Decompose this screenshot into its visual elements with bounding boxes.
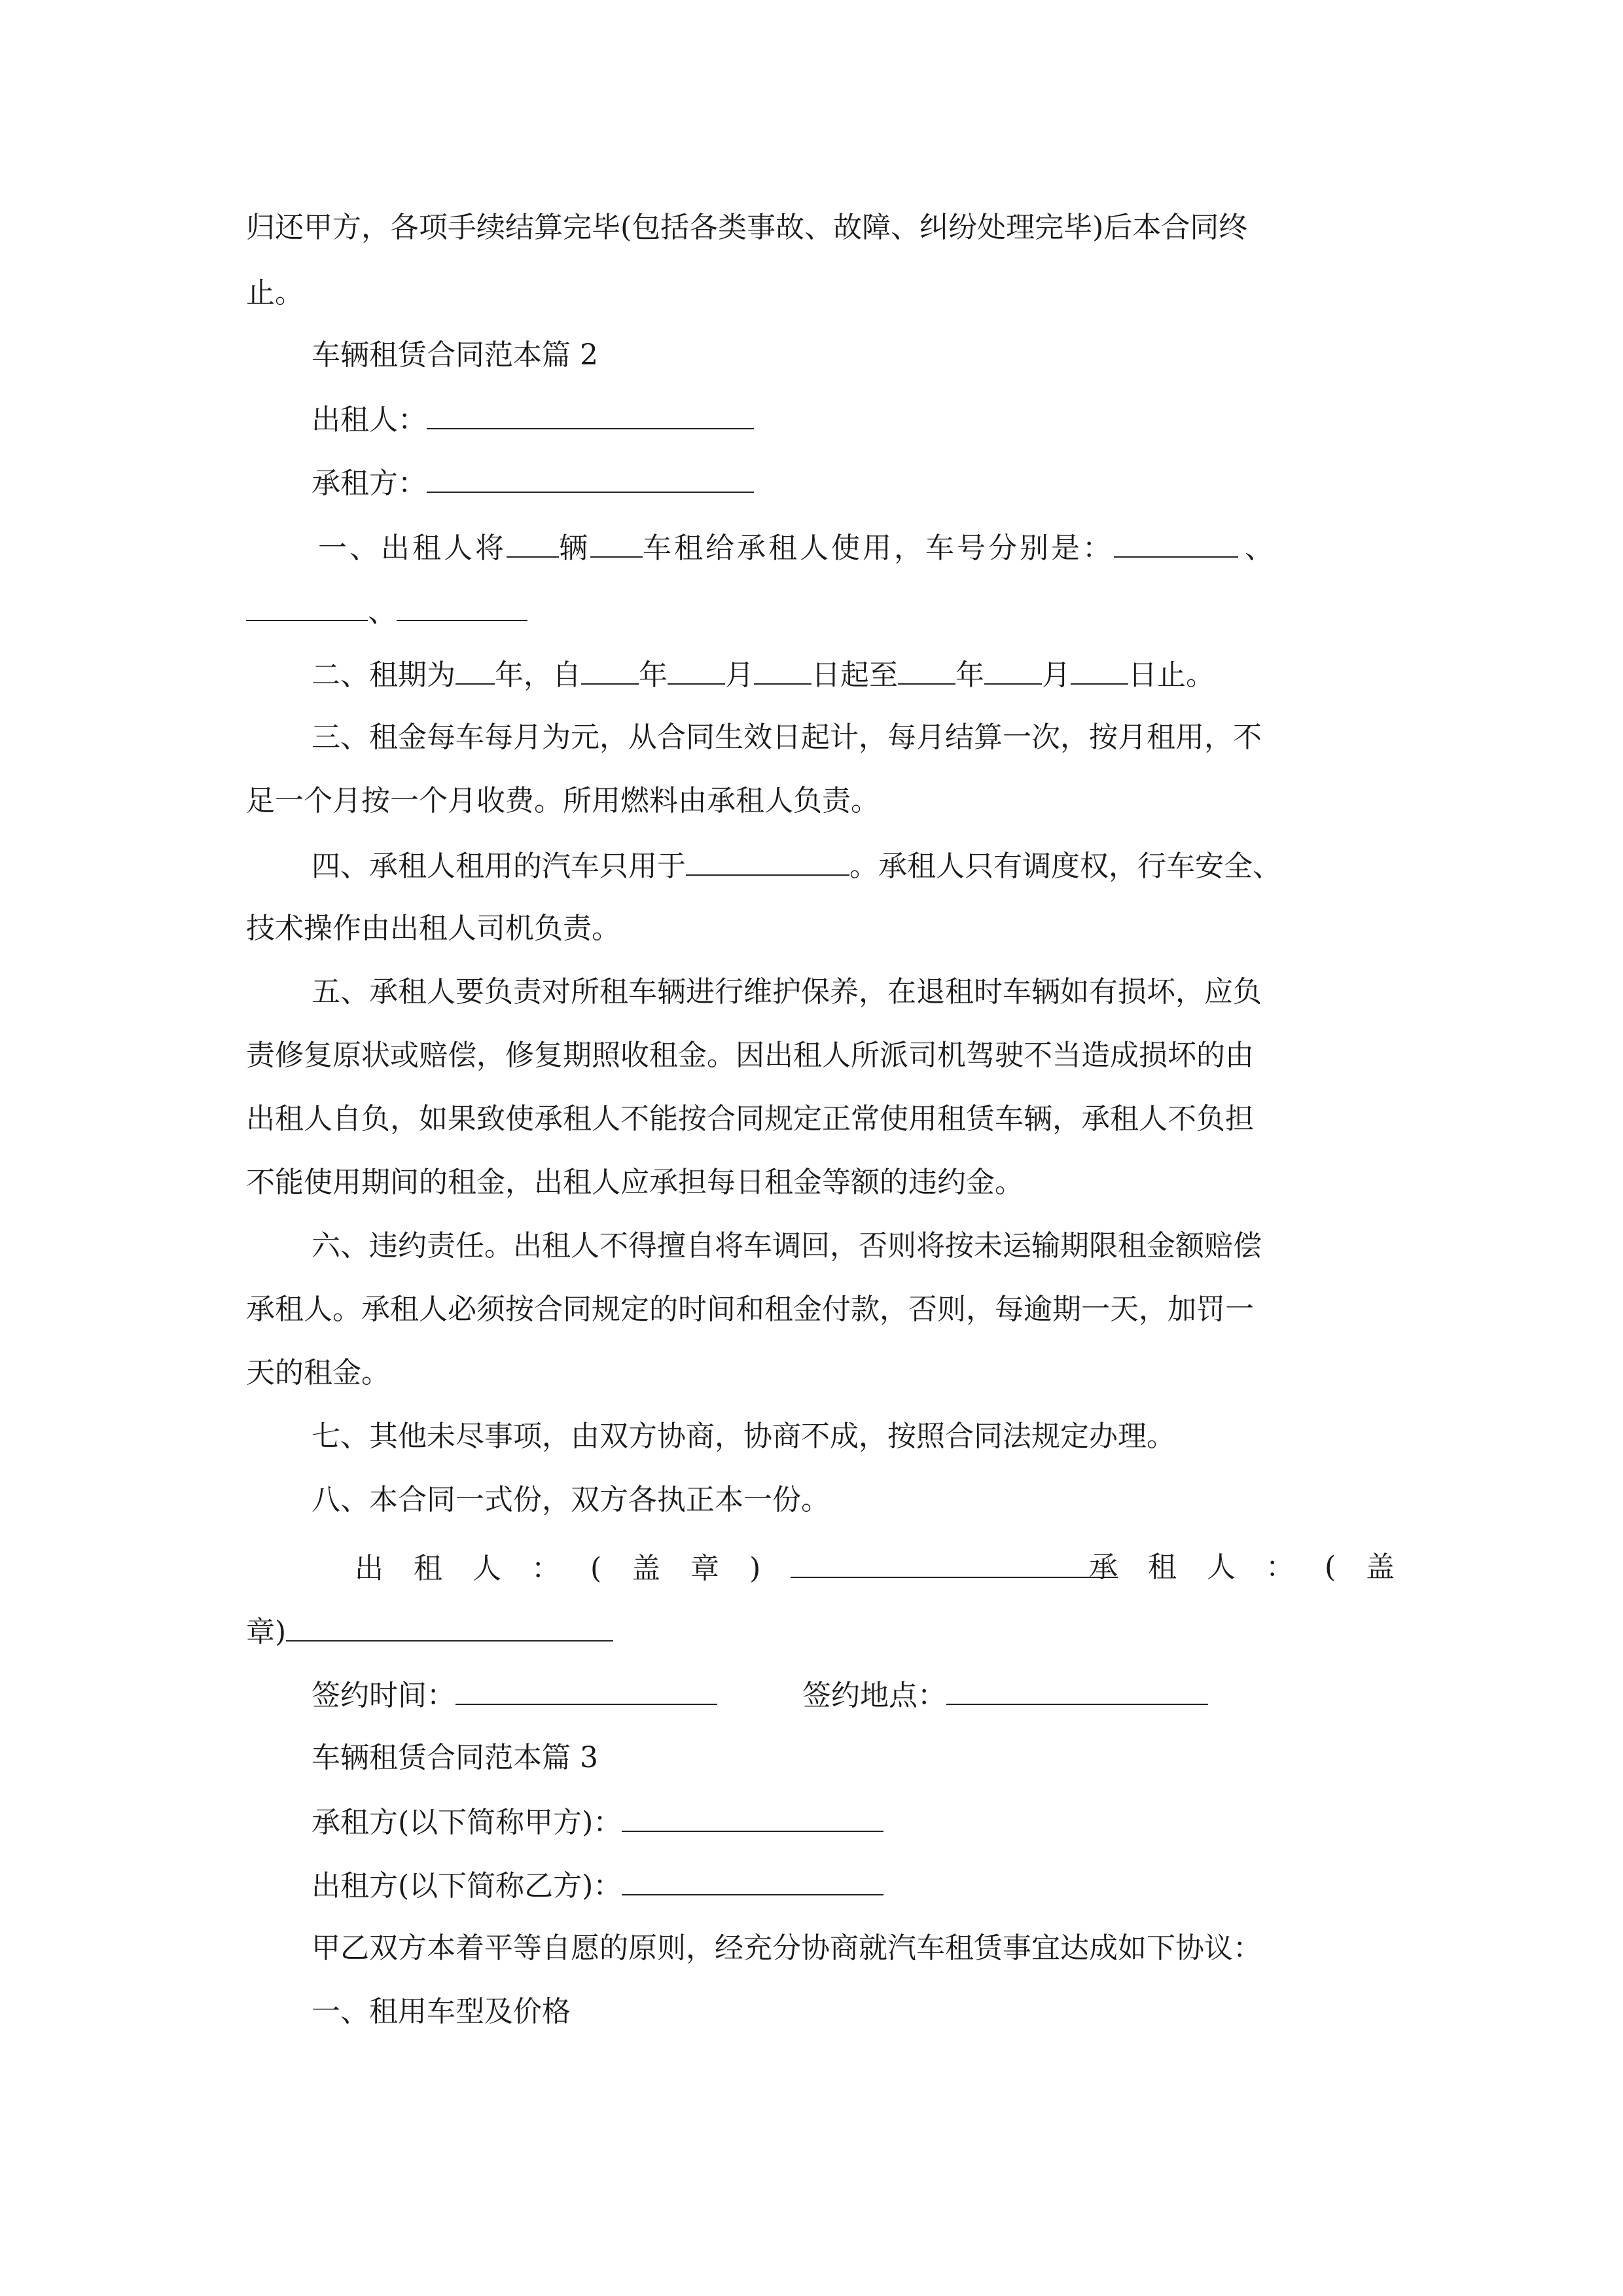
sign-time-row	[312, 1675, 717, 1714]
clause-text: 日起至	[812, 658, 898, 692]
lessee-seal-row	[1089, 1548, 1425, 1587]
sign-place-row	[802, 1675, 1208, 1714]
clause-5-line4: 不能使用期间的租金，出租人应承担每日租金等额的违约金。	[246, 1166, 1024, 1199]
intro-paragraph: 甲乙双方本着平等自愿的原则，经充分协商就汽车租赁事宜达成如下协议：	[312, 1931, 1262, 1965]
lessee-seal-label-end: 章)	[246, 1615, 287, 1649]
sign-time-label: 签约时间：	[312, 1679, 455, 1712]
clause-text: 一、出租人将	[318, 531, 507, 565]
lessor-field-row	[312, 399, 754, 439]
clause-text: 。承租人只有调度权，行车安全、	[849, 850, 1281, 883]
clause-8: 八、本合同一式份，双方各执正本一份。	[312, 1483, 830, 1516]
end-day-blank[interactable]	[1071, 655, 1128, 685]
lessor-label: 出租人：	[312, 403, 427, 437]
lessee-field-row	[312, 463, 754, 502]
clause-text: 车租给承租人使用，车号分别是：	[643, 531, 1114, 565]
clause-5-line2: 责修复原状或赔偿，修复期照收租金。因出租人所派司机驾驶不当造成损坏的由	[246, 1039, 1254, 1072]
vehicle-count-blank[interactable]	[507, 528, 559, 558]
clause-7: 七、其他未尽事项，由双方协商，协商不成，按照合同法规定办理。	[312, 1420, 1175, 1453]
clause-text: 月	[725, 658, 754, 692]
lease-years-blank[interactable]	[455, 655, 495, 685]
paragraph-line: 归还甲方，各项手续结算完毕(包括各类事故、故障、纠纷处理完毕)后本合同终	[246, 211, 1248, 244]
clause-6-line3: 天的租金。	[246, 1356, 390, 1390]
clause-6-line1: 六、违约责任。出租人不得擅自将车调回，否则将按未运输期限租金额赔偿	[312, 1229, 1262, 1263]
lessee-seal-row-cont	[246, 1611, 613, 1651]
party-a-label: 承租方(以下简称甲方)：	[312, 1806, 622, 1839]
party-a-blank[interactable]	[622, 1802, 883, 1832]
end-month-blank[interactable]	[984, 655, 1042, 685]
plate-number-blank-3[interactable]	[397, 591, 527, 621]
lessor-blank[interactable]	[427, 399, 754, 429]
clause-3-line1: 三、租金每车每月为元，从合同生效日起计，每月结算一次，按月租用，不	[312, 721, 1262, 754]
lessee-label: 承租方：	[312, 467, 427, 500]
clause-text: 日止。	[1128, 658, 1215, 692]
lessor-seal-label: 出租人：(盖章)	[355, 1552, 791, 1585]
clause-1-line2	[246, 591, 527, 630]
start-month-blank[interactable]	[668, 655, 725, 685]
sign-time-blank[interactable]	[455, 1675, 717, 1705]
party-b-blank[interactable]	[622, 1865, 883, 1895]
clause-text: 年	[955, 658, 984, 692]
section-title: 车辆租赁合同范本篇 3	[312, 1741, 598, 1774]
usage-purpose-blank[interactable]	[686, 846, 849, 876]
clause-4-line2: 技术操作由出租人司机负责。	[246, 912, 620, 945]
clause-text: 年	[639, 658, 668, 692]
end-year-blank[interactable]	[898, 655, 955, 685]
plate-number-blank-2[interactable]	[246, 591, 368, 621]
party-b-label: 出租方(以下简称乙方)：	[312, 1869, 622, 1903]
start-year-blank[interactable]	[581, 655, 639, 685]
clause-6-line2: 承租人。承租人必须按合同规定的时间和租金付款，否则，每逾期一天，加罚一	[246, 1293, 1254, 1326]
clause-text: 月	[1042, 658, 1071, 692]
section-heading: 一、租用车型及价格	[312, 1995, 571, 2028]
clause-text: 四、承租人租用的汽车只用于	[312, 850, 686, 883]
clause-4-line1	[312, 846, 1281, 885]
clause-5-line1: 五、承租人要负责对所租车辆进行维护保养，在退租时车辆如有损坏，应负	[312, 975, 1262, 1009]
separator: 、	[1245, 531, 1276, 565]
start-day-blank[interactable]	[754, 655, 812, 685]
plate-number-blank-1[interactable]	[1114, 528, 1238, 558]
paragraph-line: 止。	[246, 276, 304, 310]
clause-text: 年，自	[495, 658, 581, 692]
clause-1-line1	[318, 528, 1276, 567]
signature-row	[355, 1548, 1118, 1587]
clause-5-line3: 出租人自负，如果致使承租人不能按合同规定正常使用租赁车辆，承租人不负担	[246, 1102, 1254, 1136]
section-title: 车辆租赁合同范本篇 2	[312, 338, 598, 372]
party-b-row	[312, 1865, 883, 1905]
lessor-signature-blank[interactable]	[791, 1548, 1118, 1578]
lessee-blank[interactable]	[427, 463, 754, 493]
vehicle-type-blank[interactable]	[590, 528, 643, 558]
lessee-signature-blank[interactable]	[286, 1611, 613, 1641]
lessee-seal-label: 承租人：(盖	[1089, 1551, 1425, 1584]
sign-place-label: 签约地点：	[802, 1679, 946, 1712]
clause-text: 辆	[559, 531, 590, 565]
clause-text: 二、租期为	[312, 658, 455, 692]
sign-place-blank[interactable]	[946, 1675, 1208, 1705]
clause-3-line2: 足一个月按一个月收费。所用燃料由承租人负责。	[246, 784, 880, 817]
clause-2	[312, 655, 1215, 694]
separator: 、	[368, 595, 397, 628]
party-a-row	[312, 1802, 883, 1841]
